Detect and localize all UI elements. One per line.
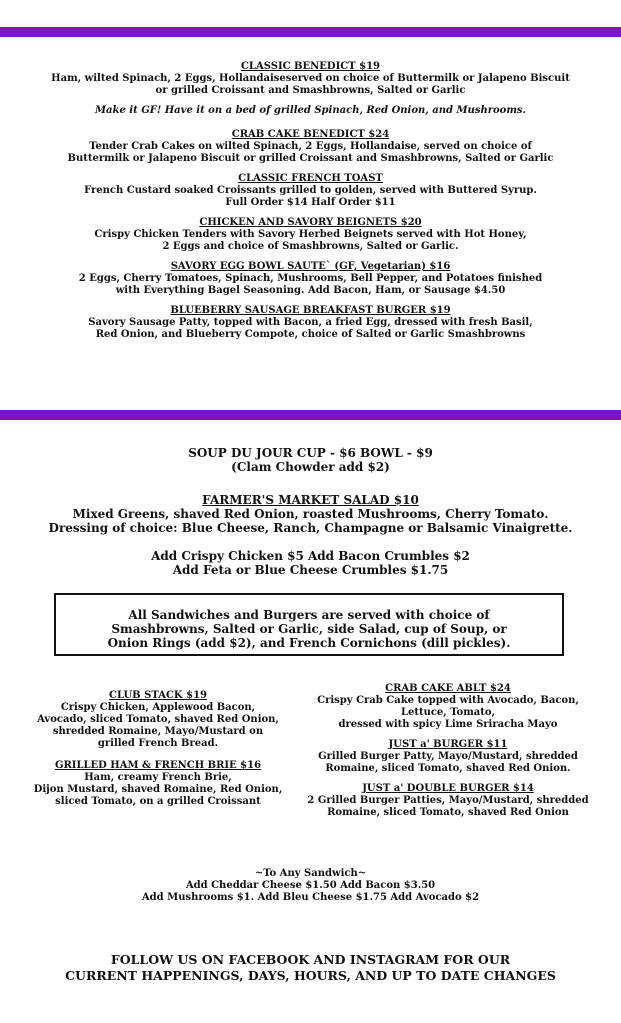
- sandwich-addons-section: [0, 868, 621, 904]
- soup-section: [0, 446, 621, 474]
- menu-item-crab-cake-benedict: [0, 129, 621, 165]
- salad-description: Mixed Greens, shaved Red Onion, roasted Mushrooms, Cherry Tomato. Dressing of choice: Blue Cheese, Ranch, Champagne or Balsamic Vinaigrette.: [48, 507, 573, 535]
- salad-title: FARMER'S MARKET SALAD $10: [202, 493, 419, 507]
- item-title: JUST a' DOUBLE BURGER $14: [362, 783, 534, 794]
- menu-item-grilled-ham-brie: [10, 760, 306, 808]
- menu-item-classic-benedict: [0, 61, 621, 97]
- item-title: JUST a' BURGER $11: [388, 739, 508, 750]
- salad-section: [0, 493, 621, 535]
- sandwich-addons-title: ~To Any Sandwich~: [254, 868, 367, 879]
- menu-item-just-a-burger: [298, 739, 598, 775]
- salad-addons: Add Crispy Chicken $5 Add Bacon Crumbles $2 Add Feta or Blue Cheese Crumbles $1.75: [151, 549, 470, 577]
- item-description: Ham, wilted Spinach, 2 Eggs, Hollandaiseserved on choice of Buttermilk or Jalapeno Biscuit or grilled Croissant and Smashbrowns, Salted or Garlic: [51, 73, 570, 96]
- sandwich-addons: Add Cheddar Cheese $1.50 Add Bacon $3.50 Add Mushrooms $1. Add Bleu Cheese $1.75 Add Avocado $2: [141, 880, 480, 903]
- menu-item-blueberry-sausage-burger: [0, 305, 621, 341]
- menu-item-savory-egg-bowl: [0, 261, 621, 297]
- item-title: CHICKEN AND SAVORY BEIGNETS $20: [199, 217, 422, 228]
- item-title: BLUEBERRY SAUSAGE BREAKFAST BURGER $19: [170, 305, 451, 316]
- item-description: Crispy Chicken Tenders with Savory Herbed Beignets served with Hot Honey, 2 Eggs and choice of Smashbrowns, Salted or Garlic.: [94, 229, 527, 252]
- gluten-free-note: Make it GF! Have it on a bed of grilled Spinach, Red Onion, and Mushrooms.: [94, 105, 527, 116]
- item-description: Grilled Burger Patty, Mayo/Mustard, shredded Romaine, sliced Tomato, shaved Red Onion.: [318, 751, 578, 774]
- item-description: Crispy Chicken, Applewood Bacon, Avocado, sliced Tomato, shaved Red Onion, shredded Romaine, Mayo/Mustard on grilled French Bread.: [37, 702, 279, 749]
- item-title: SAVORY EGG BOWL SAUTE` (GF, Vegetarian) $16: [170, 261, 451, 272]
- item-title: CLASSIC BENEDICT $19: [240, 61, 381, 72]
- sandwich-column-right: [298, 683, 598, 827]
- breakfast-section: [0, 61, 621, 349]
- middle-divider-bar: [0, 410, 621, 420]
- top-divider-bar: [0, 27, 621, 37]
- sandwich-sides-notice: All Sandwiches and Burgers are served with choice of Smashbrowns, Salted or Garlic, side Salad, cup of Soup, or Onion Rings (add $2), and French Cornichons (dill pickles).: [54, 593, 564, 656]
- item-description: Savory Sausage Patty, topped with Bacon, a fried Egg, dressed with fresh Basil, Red Onion, and Blueberry Compote, choice of Salted or Garlic Smashbrowns: [88, 317, 533, 340]
- soup-du-jour: SOUP DU JOUR CUP - $6 BOWL - $9 (Clam Chowder add $2): [188, 446, 433, 474]
- item-title: CLUB STACK $19: [109, 690, 207, 701]
- item-description: French Custard soaked Croissants grilled to golden, served with Buttered Syrup. Full Order $14 Half Order $11: [84, 185, 537, 208]
- sandwich-column-left: [10, 690, 306, 816]
- item-description: 2 Grilled Burger Patties, Mayo/Mustard, shredded Romaine, sliced Tomato, shaved Red Onion: [307, 795, 589, 818]
- item-title: CRAB CAKE BENEDICT $24: [231, 129, 390, 140]
- item-description: Ham, creamy French Brie, Dijon Mustard, shaved Romaine, Red Onion, sliced Tomato, on a grilled Croissant: [33, 772, 283, 807]
- menu-item-chicken-beignets: [0, 217, 621, 253]
- item-title: GRILLED HAM & FRENCH BRIE $16: [54, 760, 262, 771]
- social-media-footer: FOLLOW US ON FACEBOOK AND INSTAGRAM FOR OUR CURRENT HAPPENINGS, DAYS, HOURS, AND UP TO DATE CHANGES: [65, 952, 556, 983]
- menu-item-crab-cake-ablt: [298, 683, 598, 731]
- item-description: 2 Eggs, Cherry Tomatoes, Spinach, Mushrooms, Bell Pepper, and Potatoes finished with Everything Bagel Seasoning. Add Bacon, Ham, or Sausage $4.50: [78, 273, 543, 296]
- item-title: CRAB CAKE ABLT $24: [385, 683, 511, 694]
- salad-addons-section: [0, 549, 621, 577]
- menu-item-club-stack: [10, 690, 306, 750]
- item-title: CLASSIC FRENCH TOAST: [238, 173, 383, 184]
- menu-item-just-a-double-burger: [298, 783, 598, 819]
- menu-item-classic-french-toast: [0, 173, 621, 209]
- item-description: Crispy Crab Cake topped with Avocado, Bacon, Lettuce, Tomato, dressed with spicy Lime Sriracha Mayo: [317, 695, 579, 730]
- item-description: Tender Crab Cakes on wilted Spinach, 2 Eggs, Hollandaise, served on choice of Buttermilk or Jalapeno Biscuit or grilled Croissant and Smashbrowns, Salted or Garlic: [67, 141, 554, 164]
